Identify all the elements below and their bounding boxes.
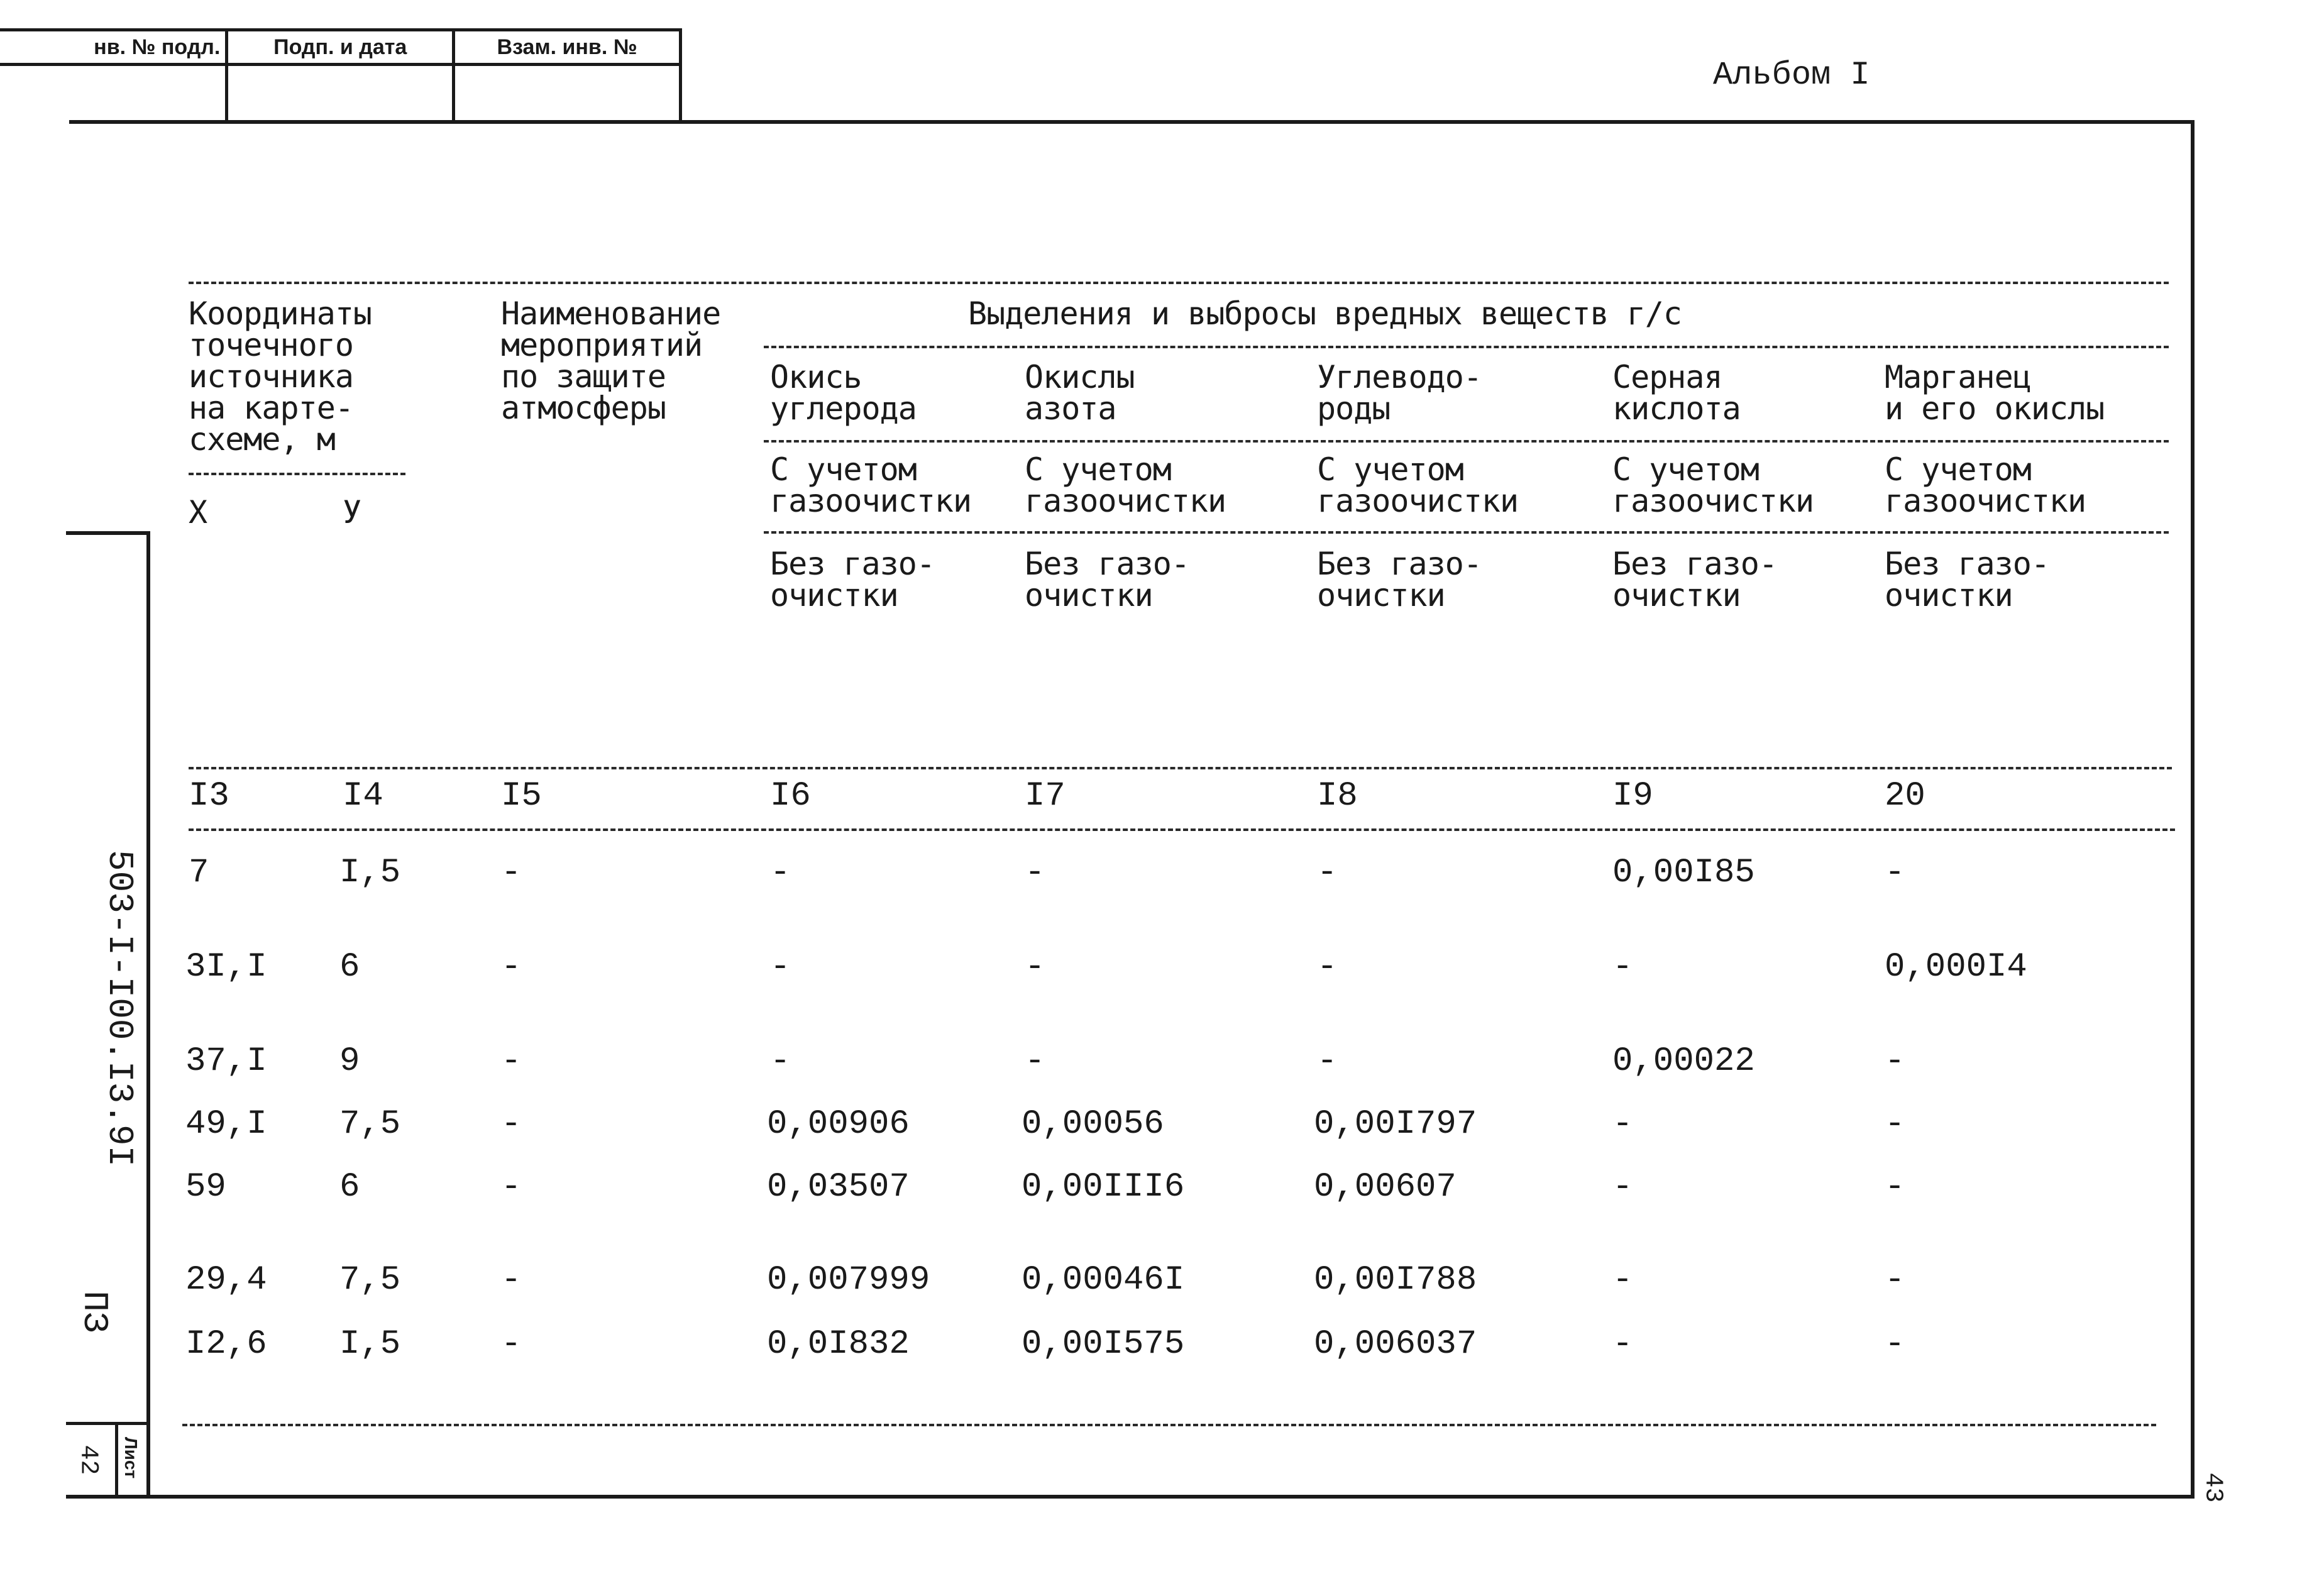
cell-measures: -	[501, 948, 522, 986]
header-coordinates: Координаты точечного источника на карте- схеме, м	[189, 295, 372, 458]
rule-top	[189, 282, 2169, 284]
cell-nox: 0,00056	[1022, 1105, 1164, 1143]
frame-left-border	[146, 531, 150, 1499]
header-y: У	[343, 494, 361, 531]
cell-y: 6	[339, 948, 360, 986]
rule-table-bottom	[182, 1424, 2156, 1426]
header-substance-mn: Марганец и его окислы	[1885, 359, 2105, 427]
header-with-cleaning-h2so4: С учетом газоочистки	[1612, 451, 1814, 519]
header-substance-h2so4: Серная кислота	[1612, 359, 1741, 427]
column-number: I7	[1025, 777, 1066, 815]
cell-measures: -	[501, 854, 522, 892]
cell-measures: -	[501, 1261, 522, 1299]
stamp-signature-cell	[227, 65, 454, 123]
column-number: I3	[189, 777, 229, 815]
frame-top-border	[69, 120, 2194, 124]
column-number: I8	[1317, 777, 1358, 815]
stamp-inventory-cell	[0, 65, 227, 123]
cell-mn: -	[1885, 1105, 1905, 1143]
cell-hc: -	[1317, 1042, 1338, 1081]
stamp-replace-label: Взам. инв. №	[454, 30, 681, 65]
column-number: I9	[1612, 777, 1653, 815]
cell-h2so4: -	[1612, 1261, 1633, 1299]
cell-x: 37,I	[185, 1042, 267, 1081]
frame-bottom-border	[66, 1495, 2195, 1499]
side-strip-top	[66, 531, 150, 535]
header-with-cleaning-hc: С учетом газоочистки	[1317, 451, 1519, 519]
cell-mn: -	[1885, 1168, 1905, 1206]
cell-mn: 0,000I4	[1885, 948, 2027, 986]
cell-nox: 0,00III6	[1022, 1168, 1185, 1206]
rule-coords	[189, 473, 405, 475]
cell-x: 7	[189, 854, 209, 892]
document-stage: ПЗ	[74, 1291, 114, 1333]
page-number: 43	[2198, 1472, 2227, 1503]
cell-hc: 0,00607	[1314, 1168, 1457, 1206]
cell-co: -	[770, 854, 791, 892]
header-without-cleaning-nox: Без газо- очистки	[1025, 546, 1189, 614]
cell-mn: -	[1885, 1042, 1905, 1081]
rule-with-cleaning	[764, 531, 2169, 534]
cell-nox: 0,00046I	[1022, 1261, 1185, 1299]
stamp-signature-label: Подп. и дата	[227, 30, 454, 65]
cell-x: 59	[185, 1168, 226, 1206]
column-number: I5	[501, 777, 542, 815]
header-x: X	[189, 494, 207, 531]
cell-x: 3I,I	[185, 948, 267, 986]
header-emissions: Выделения и выбросы вредных веществ г/с	[968, 295, 1682, 332]
header-substance-nox: Окислы азота	[1025, 359, 1135, 427]
cell-y: 7,5	[339, 1105, 401, 1143]
header-measures: Наименование мероприятий по защите атмосферы	[501, 295, 721, 426]
frame-right-border	[2191, 120, 2195, 1497]
cell-nox: -	[1025, 948, 1045, 986]
cell-hc: -	[1317, 854, 1338, 892]
cell-h2so4: -	[1612, 1325, 1633, 1363]
cell-y: 9	[339, 1042, 360, 1081]
header-without-cleaning-co: Без газо- очистки	[770, 546, 935, 614]
album-title: Альбом I	[1713, 57, 1870, 94]
side-strip-vertical	[115, 1422, 118, 1499]
sheet-label: Лист	[121, 1437, 141, 1479]
title-stamp	[0, 28, 682, 123]
cell-h2so4: -	[1612, 1105, 1633, 1143]
cell-measures: -	[501, 1168, 522, 1206]
cell-hc: -	[1317, 948, 1338, 986]
rule-substances	[764, 440, 2169, 443]
cell-h2so4: -	[1612, 948, 1633, 986]
column-number: I6	[770, 777, 811, 815]
cell-h2so4: -	[1612, 1168, 1633, 1206]
cell-mn: -	[1885, 1325, 1905, 1363]
cell-hc: 0,00I797	[1314, 1105, 1477, 1143]
cell-x: I2,6	[185, 1325, 267, 1363]
rule-emissions	[764, 346, 2169, 348]
document-code: 503-I-I00.I3.9I	[99, 850, 140, 1167]
rule-header-bottom	[189, 767, 2172, 769]
header-with-cleaning-co: С учетом газоочистки	[770, 451, 972, 519]
header-substance-co: Окись углерода	[770, 359, 917, 427]
cell-y: I,5	[339, 854, 401, 892]
header-without-cleaning-hc: Без газо- очистки	[1317, 546, 1482, 614]
cell-co: 0,03507	[767, 1168, 910, 1206]
column-number: I4	[343, 777, 383, 815]
cell-x: 29,4	[185, 1261, 267, 1299]
header-with-cleaning-nox: С учетом газоочистки	[1025, 451, 1226, 519]
cell-y: 6	[339, 1168, 360, 1206]
cell-mn: -	[1885, 854, 1905, 892]
header-with-cleaning-mn: С учетом газоочистки	[1885, 451, 2086, 519]
cell-measures: -	[501, 1105, 522, 1143]
cell-co: -	[770, 1042, 791, 1081]
cell-co: -	[770, 948, 791, 986]
header-substance-hc: Углеводо- роды	[1317, 359, 1482, 427]
cell-nox: -	[1025, 854, 1045, 892]
cell-co: 0,0I832	[767, 1325, 910, 1363]
cell-h2so4: 0,00I85	[1612, 854, 1755, 892]
header-without-cleaning-mn: Без газо- очистки	[1885, 546, 2049, 614]
cell-y: 7,5	[339, 1261, 401, 1299]
cell-co: 0,00906	[767, 1105, 910, 1143]
side-strip-divider	[66, 1422, 150, 1425]
header-without-cleaning-h2so4: Без газо- очистки	[1612, 546, 1777, 614]
cell-measures: -	[501, 1325, 522, 1363]
cell-mn: -	[1885, 1261, 1905, 1299]
stamp-inventory-label: нв. № подл.	[0, 30, 227, 65]
rule-column-numbers	[189, 828, 2175, 831]
cell-nox: -	[1025, 1042, 1045, 1081]
sheet-number: 42	[74, 1445, 102, 1475]
cell-h2so4: 0,00022	[1612, 1042, 1755, 1081]
column-number: 20	[1885, 777, 1925, 815]
cell-co: 0,007999	[767, 1261, 930, 1299]
stamp-replace-cell	[454, 65, 681, 123]
cell-measures: -	[501, 1042, 522, 1081]
cell-nox: 0,00I575	[1022, 1325, 1185, 1363]
cell-hc: 0,00I788	[1314, 1261, 1477, 1299]
cell-y: I,5	[339, 1325, 401, 1363]
cell-x: 49,I	[185, 1105, 267, 1143]
cell-hc: 0,006037	[1314, 1325, 1477, 1363]
